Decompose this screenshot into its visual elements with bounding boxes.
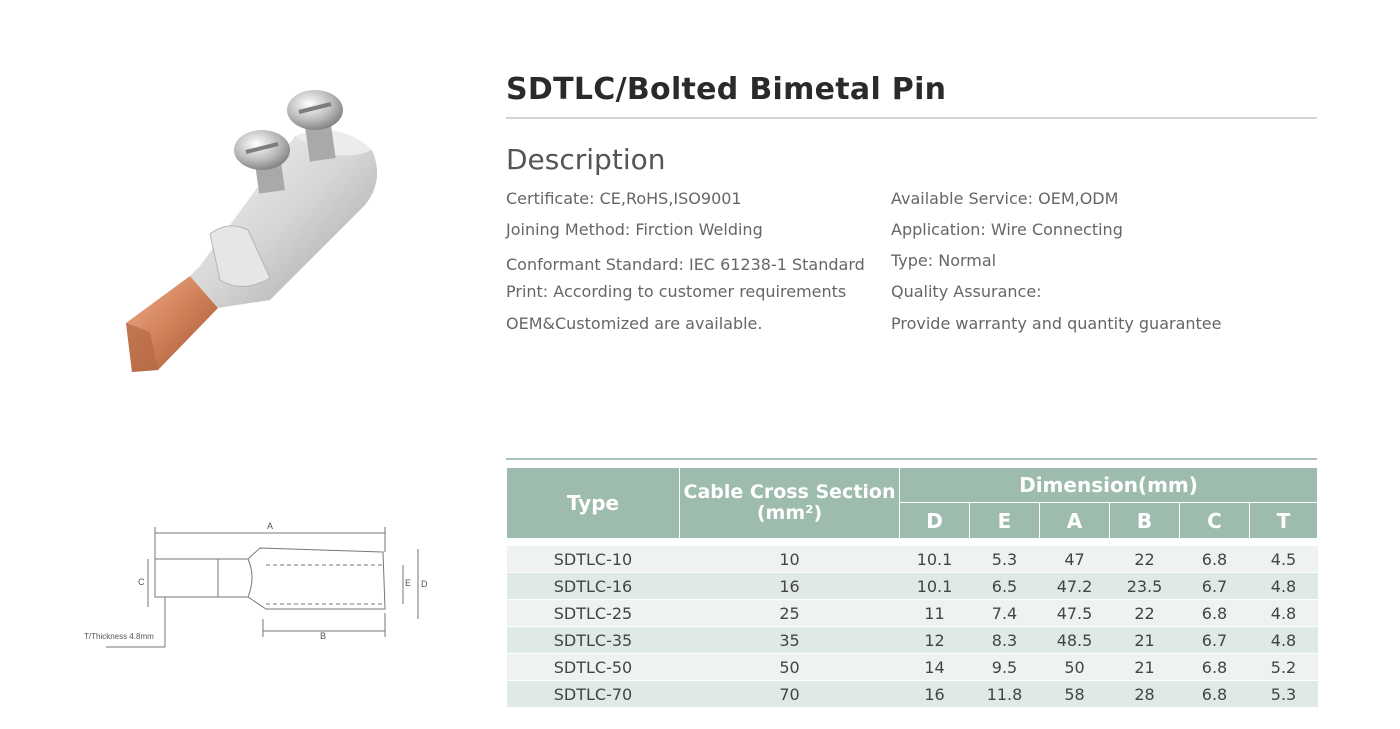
header-dimension-t: T	[1250, 503, 1318, 539]
spec-application: Application: Wire Connecting	[891, 220, 1123, 239]
cell-a: 47.5	[1040, 600, 1110, 627]
table-row	[507, 573, 1318, 600]
cell-b: 21	[1110, 654, 1180, 681]
spec-print: Print: According to customer requirements	[506, 282, 847, 301]
cell-b: 28	[1110, 681, 1180, 708]
cell-a: 47	[1040, 546, 1110, 573]
spec-type: Type: Normal	[891, 251, 997, 270]
cell-t: 5.3	[1250, 681, 1318, 708]
cell-cable-section: 70	[680, 681, 900, 708]
header-dimension: Dimension(mm)	[900, 468, 1318, 503]
drawing-label-d: D	[421, 579, 428, 589]
header-dimension-c: C	[1180, 503, 1250, 539]
dimensions-table	[506, 467, 1318, 708]
header-cable-line1: Cable Cross Section	[683, 481, 896, 503]
spec-joining-method: Joining Method: Firction Welding	[506, 220, 763, 239]
cell-c: 6.8	[1180, 681, 1250, 708]
cell-c: 6.7	[1180, 627, 1250, 654]
cell-e: 9.5	[970, 654, 1040, 681]
cell-e: 6.5	[970, 573, 1040, 600]
cell-a: 47.2	[1040, 573, 1110, 600]
cell-cable-section: 10	[680, 546, 900, 573]
spec-oem-customized: OEM&Customized are available.	[506, 314, 763, 333]
cell-d: 10.1	[900, 573, 970, 600]
table-row	[507, 654, 1318, 681]
cell-d: 14	[900, 654, 970, 681]
cell-cable-section: 25	[680, 600, 900, 627]
cell-a: 58	[1040, 681, 1110, 708]
description-heading: Description	[506, 143, 666, 176]
cell-t: 4.8	[1250, 573, 1318, 600]
cell-type: SDTLC-50	[507, 654, 680, 681]
cell-b: 22	[1110, 546, 1180, 573]
header-type: Type	[507, 468, 680, 539]
table-row	[507, 546, 1318, 573]
drawing-label-c: C	[138, 577, 145, 587]
cell-cable-section: 50	[680, 654, 900, 681]
cell-e: 5.3	[970, 546, 1040, 573]
table-divider	[506, 458, 1317, 460]
product-photo	[110, 80, 400, 390]
spec-certificate: Certificate: CE,RoHS,ISO9001	[506, 189, 742, 208]
spec-warranty: Provide warranty and quantity guarantee	[891, 314, 1222, 333]
table-row	[507, 600, 1318, 627]
table-row	[507, 627, 1318, 654]
drawing-label-a: A	[267, 521, 274, 531]
cell-b: 22	[1110, 600, 1180, 627]
cell-b: 21	[1110, 627, 1180, 654]
cell-e: 8.3	[970, 627, 1040, 654]
spec-quality-assurance: Quality Assurance:	[891, 282, 1042, 301]
cell-t: 4.8	[1250, 600, 1318, 627]
cell-cable-section: 35	[680, 627, 900, 654]
drawing-label-thickness: T/Thickness 4.8mm	[84, 632, 154, 641]
cell-a: 48.5	[1040, 627, 1110, 654]
header-dimension-b: B	[1110, 503, 1180, 539]
drawing-label-b: B	[320, 631, 327, 641]
cell-t: 5.2	[1250, 654, 1318, 681]
cell-type: SDTLC-35	[507, 627, 680, 654]
title-divider	[506, 117, 1317, 119]
cell-type: SDTLC-25	[507, 600, 680, 627]
spec-conformant-standard: Conformant Standard: IEC 61238-1 Standard	[506, 255, 865, 274]
cell-c: 6.7	[1180, 573, 1250, 600]
cell-c: 6.8	[1180, 546, 1250, 573]
page-title: SDTLC/Bolted Bimetal Pin	[506, 72, 947, 107]
header-cable-cross-section	[680, 468, 900, 539]
cell-e: 11.8	[970, 681, 1040, 708]
cell-type: SDTLC-10	[507, 546, 680, 573]
cell-t: 4.5	[1250, 546, 1318, 573]
header-dimension-a: A	[1040, 503, 1110, 539]
spec-available-service: Available Service: OEM,ODM	[891, 189, 1119, 208]
header-dimension-d: D	[900, 503, 970, 539]
cell-t: 4.8	[1250, 627, 1318, 654]
header-cable-line2: (mm²)	[756, 502, 823, 524]
cell-a: 50	[1040, 654, 1110, 681]
cell-type: SDTLC-70	[507, 681, 680, 708]
cell-e: 7.4	[970, 600, 1040, 627]
cell-d: 16	[900, 681, 970, 708]
header-dimension-e: E	[970, 503, 1040, 539]
drawing-label-e: E	[405, 578, 412, 588]
cell-c: 6.8	[1180, 600, 1250, 627]
cell-d: 12	[900, 627, 970, 654]
cell-d: 11	[900, 600, 970, 627]
cell-type: SDTLC-16	[507, 573, 680, 600]
technical-drawing	[78, 515, 438, 650]
cell-d: 10.1	[900, 546, 970, 573]
cell-cable-section: 16	[680, 573, 900, 600]
cell-b: 23.5	[1110, 573, 1180, 600]
table-row	[507, 681, 1318, 708]
cell-c: 6.8	[1180, 654, 1250, 681]
